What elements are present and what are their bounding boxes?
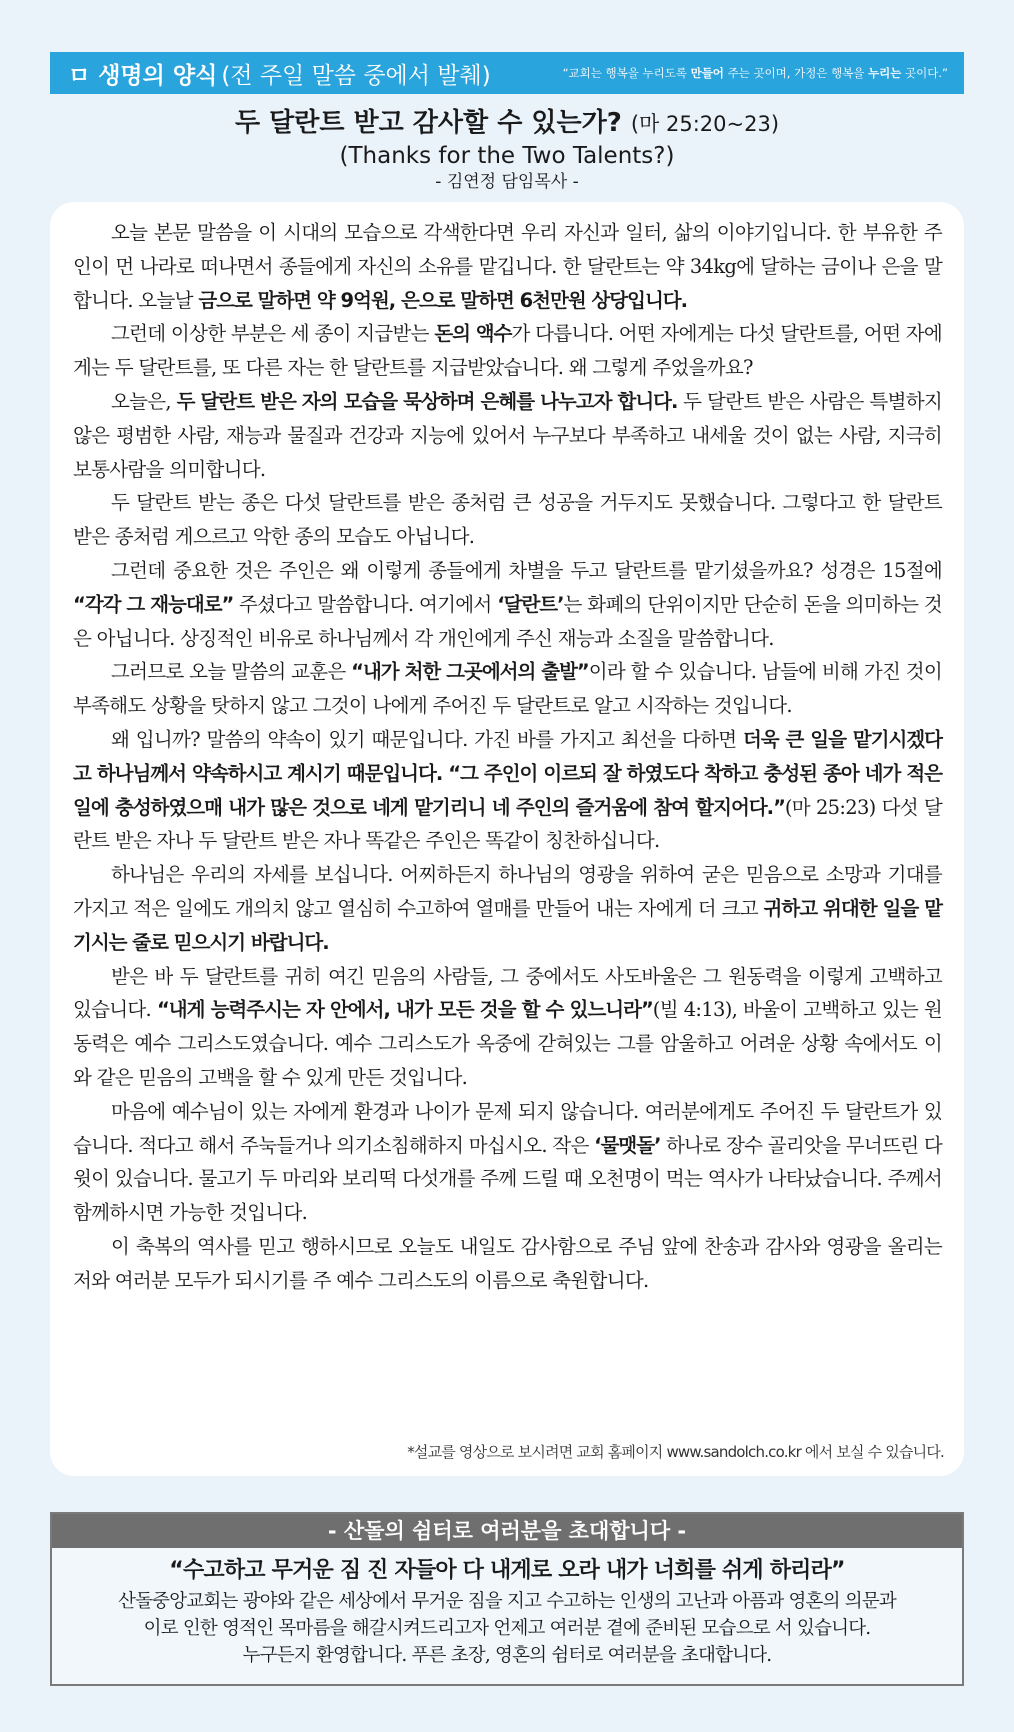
sermon-body xyxy=(50,202,964,1476)
text-run: 주셨다고 말씀합니다. 여기에서 xyxy=(233,592,498,616)
text-run: (마 25:23) 다섯 달란트 받은 자나 두 달란트 받은 자나 똑같은 주인은 똑같이 칭찬하십니다. xyxy=(73,795,942,853)
sermon-author: - 김연정 담임목사 - xyxy=(435,172,579,192)
banner-heading xyxy=(68,57,491,90)
sermon-paragraph xyxy=(73,858,942,959)
invitation-line: 산돌중앙교회는 광야와 같은 세상에서 무거운 짐을 지고 수고하는 인생의 고난과 아픔과 영혼의 의문과 xyxy=(118,1591,896,1612)
sermon-title-line xyxy=(50,106,964,141)
sermon-english-title: (Thanks for the Two Talents?) xyxy=(339,143,675,169)
text-run-bold: “각각 그 재능대로” xyxy=(73,592,234,616)
text-run: 그러므로 오늘 말씀의 교훈은 xyxy=(111,660,352,684)
invitation-line: 이로 인한 영적인 목마름을 해갈시켜드리고자 언제고 여러분 곁에 준비된 모습으로 서 있습니다. xyxy=(143,1618,871,1639)
invitation-box xyxy=(50,1512,964,1686)
section-banner xyxy=(50,52,964,94)
banner-quote-bold: 누리는 xyxy=(868,66,902,80)
text-run-bold: 돈의 액수 xyxy=(434,322,512,346)
text-run: 가 다릅니다. 어떤 자에게는 다섯 달란트를, 어떤 자에게는 두 달란트를, 또 다른 자는 한 달란트를 지급받았습니다. 왜 그렇게 주었을까요? xyxy=(73,322,942,380)
banner-quote-part: 주는 곳이며, 가정은 행복을 xyxy=(723,66,869,80)
text-run: 는 화폐의 단위이지만 단순히 돈을 의미하는 것은 아닙니다. 상징적인 비유로 하나님께서 각 개인에게 주신 재능과 소질을 말씀합니다. xyxy=(73,592,942,650)
sermon-paragraph xyxy=(73,655,942,723)
text-run: 두 달란트 받은 사람은 특별하지 않은 평범한 사람, 재능과 물질과 건강과 지능에 있어서 누구보다 부족하고 내세울 것이 없는 사람, 지극히 보통사람을 의미합니다. xyxy=(73,389,942,481)
text-run: 마음에 예수님이 있는 자에게 환경과 나이가 문제 되지 않습니다. 여러분에게도 주어진 두 달란트가 있습니다. 적다고 해서 주눅들거나 의기소침해하지 마십시오. 작은 xyxy=(73,1099,942,1157)
banner-quote xyxy=(563,65,948,81)
text-run: 그런데 중요한 것은 주인은 왜 이렇게 종들에게 차별을 두고 달란트를 맡기셨을까요? 성경은 15절에 xyxy=(111,558,942,582)
sermon-paragraph xyxy=(73,554,942,655)
invitation-verse: “수고하고 무거운 짐 진 자들아 다 내게로 오라 내가 너희를 쉬게 하리라” xyxy=(169,1558,845,1583)
text-run: 받은 바 두 달란트를 귀히 여긴 믿음의 사람들, 그 중에서도 사도바울은 그 원동력을 이렇게 고백하고 있습니다. xyxy=(73,964,942,1022)
sermon-title: 두 달란트 받고 감사할 수 있는가? xyxy=(234,108,622,138)
banner-quote-part: “교회는 행복을 누리도록 xyxy=(562,66,691,80)
banner-quote-bold: 만들어 xyxy=(690,66,724,80)
text-run: 왜 입니까? 말씀의 약속이 있기 때문입니다. 가진 바를 가지고 최선을 다하면 xyxy=(111,727,743,751)
text-run-bold: “내가 처한 그곳에서의 출발” xyxy=(351,660,589,684)
invitation-line: 누구든지 환영합니다. 푸른 초장, 영혼의 쉼터로 여러분을 초대합니다. xyxy=(242,1645,772,1666)
sermon-paragraph: 이 축복의 역사를 믿고 행하시므로 오늘도 내일도 감사함으로 주님 앞에 찬송과 감사와 영광을 올리는 저와 여러분 모두가 되시기를 주 예수 그리스도의 이름으로 축원합니다. xyxy=(73,1234,942,1292)
text-run: 오늘 본문 말씀을 이 시대의 모습으로 각색한다면 우리 자신과 일터, 삶의 이야기입니다. 한 부유한 주인이 먼 나라로 떠나면서 종들에게 자신의 소유를 맡깁니다. 한 달란트는 약 34kg에 달하는 금이나 은을 말합니다. 오늘날 xyxy=(73,221,942,312)
text-run: (빌 4:13), 바울이 고백하고 있는 원동력은 예수 그리스도였습니다. 예수 그리스도가 옥중에 갇혀있는 그를 암울하고 어려운 상황 속에서도 이와 같은 믿음의 고백을 할 수 있게 만든 것입니다. xyxy=(73,998,943,1089)
sermon-reference: (마 25:20~23) xyxy=(630,112,780,136)
text-run: 그런데 이상한 부분은 세 종이 지급받는 xyxy=(111,322,435,346)
sermon-paragraph xyxy=(73,1095,942,1230)
text-run: 하나로 장수 골리앗을 무너뜨린 다윗이 있습니다. 물고기 두 마리와 보리떡 다섯개를 주께 드릴 때 오천명이 먹는 역사가 나타났습니다. 주께서 함께하시면 가능한 것입니다. xyxy=(73,1133,942,1225)
invitation-header: - 산돌의 쉼터로 여러분을 초대합니다 - xyxy=(52,1514,962,1548)
sermon-paragraph: 두 달란트 받는 종은 다섯 달란트를 받은 종처럼 큰 성공을 거두지도 못했습니다. 그렇다고 한 달란트 받은 종처럼 게으르고 악한 종의 모습도 아닙니다. xyxy=(73,491,942,549)
text-run-bold: 더욱 큰 일을 맡기시겠다고 하나님께서 약속하시고 계시기 때문입니다. “그 주인이 이르되 잘 하였도다 착하고 충성된 종아 네가 적은 일에 충성하였으매 내가 많은 것으로 네게 맡기리니 네 주인의 즐거움에 참여 할지어다.” xyxy=(73,727,942,819)
text-run-bold: 금으로 말하면 약 9억원, 은으로 말하면 6천만원 상당입니다. xyxy=(198,288,688,312)
sermon-paragraph xyxy=(73,317,942,385)
text-run-bold: “내게 능력주시는 자 안에서, 내가 모든 것을 할 수 있느니라” xyxy=(156,998,653,1022)
banner-title: 생명의 양식 xyxy=(98,62,218,89)
text-run: 하나님은 우리의 자세를 보십니다. 어찌하든지 하나님의 영광을 위하여 굳은 믿음으로 소망과 기대를 가지고 적은 일에도 개의치 않고 열심히 수고하여 열매를 만들어 내는 자에게 더 크고 xyxy=(73,863,942,920)
video-notice: *설교를 영상으로 보시려면 교회 홈페이지 www.sandolch.co.kr 에서 보실 수 있습니다. xyxy=(407,1443,944,1461)
banner-quote-part: 곳이다.” xyxy=(901,66,948,80)
banner-subtitle: (전 주일 말씀 중에서 발췌) xyxy=(221,62,491,89)
text-run-bold: 두 달란트 받은 자의 모습을 묵상하며 은혜를 나누고자 합니다. xyxy=(176,389,678,413)
text-run: 오늘은, xyxy=(111,389,177,413)
banner-box-glyph: ㅁ xyxy=(68,62,91,89)
sermon-header xyxy=(50,106,964,193)
text-run-bold: ‘물맷돌’ xyxy=(594,1133,661,1157)
sermon-paragraph xyxy=(73,723,942,858)
text-run-bold: 귀하고 위대한 일을 맡기시는 줄로 믿으시기 바랍니다. xyxy=(73,896,943,954)
text-run: 이라 할 수 있습니다. 남들에 비해 가진 것이 부족해도 상황을 탓하지 않고 그것이 나에게 주어진 두 달란트로 알고 시작하는 것입니다. xyxy=(73,660,942,718)
text-run-bold: ‘달란트’ xyxy=(497,592,564,616)
sermon-paragraph xyxy=(73,385,942,486)
sermon-paragraph xyxy=(73,216,942,317)
sermon-paragraph xyxy=(73,960,942,1095)
